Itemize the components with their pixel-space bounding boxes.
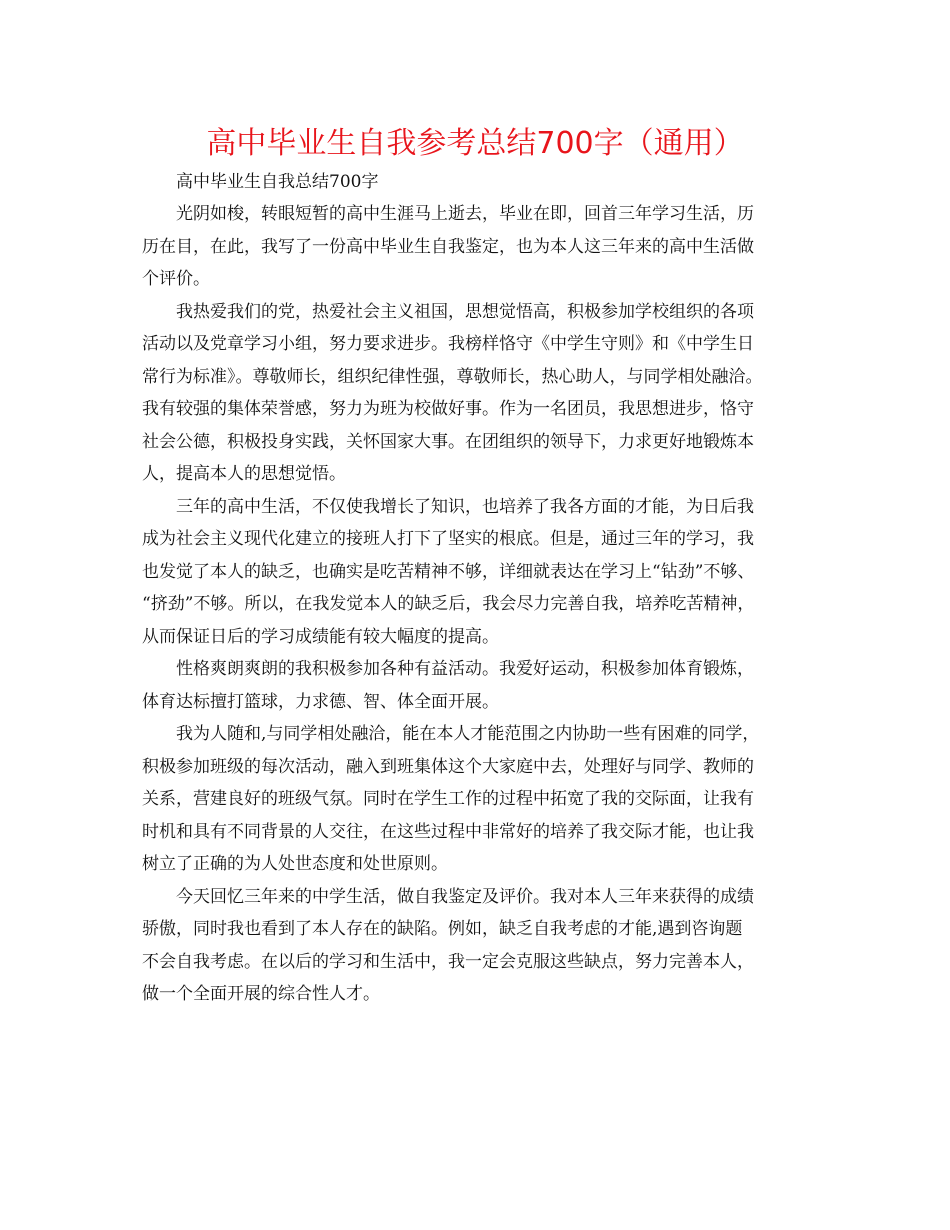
paragraph-line: 积极参加班级的每次活动，融入到班集体这个大家庭中去，处理好与同学、教师的 [142, 756, 754, 777]
paragraph-line: 性格爽朗爽朗的我积极参加各种有益活动。我爱好运动，积极参加体育锻炼， [176, 659, 754, 679]
paragraph-line: 时机和具有不同背景的人交往，在这些过程中非常好的培养了我交际才能，也让我 [142, 821, 754, 842]
paragraph-line: 关系，营建良好的班级气氛。同时在学生工作的过程中拓宽了我的交际面，让我有 [142, 789, 754, 809]
paragraph-line: 骄傲，同时我也看到了本人存在的缺陷。例如，缺乏自我考虑的才能,遇到咨询题 [142, 919, 743, 939]
paragraph-line: “挤劲”不够。所以，在我发觉本人的缺乏后，我会尽力完善自我，培养吃苦精神， [142, 594, 755, 614]
body-paragraph [142, 653, 814, 718]
paragraph-line: 我为人随和,与同学相处融洽，能在本人才能范围之内协助一些有困难的同学， [176, 724, 760, 744]
paragraph-line: 从而保证日后的学习成绩能有较大幅度的提高。 [142, 626, 499, 647]
paragraph-line: 社会公德，积极投身实践，关怀国家大事。在团组织的领导下，力求更好地锻炼本 [142, 431, 754, 452]
document-subtitle: 高中毕业生自我总结700字 [176, 172, 379, 192]
paragraph-line: 历在目，在此，我写了一份高中毕业生自我鉴定，也为本人这三年来的高中生活做 [142, 236, 754, 257]
paragraph-line: 我热爱我们的党，热爱社会主义祖国，思想觉悟高，积极参加学校组织的各项 [176, 301, 754, 322]
paragraph-line: 成为社会主义现代化建立的接班人打下了坚实的根底。但是，通过三年的学习，我 [142, 529, 754, 549]
paragraph-line: 活动以及党章学习小组，努力要求进步。我榜样恪守《中学生守则》和《中学生日 [142, 334, 754, 354]
body-paragraph [142, 198, 814, 296]
paragraph-line: 树立了正确的为人处世态度和处世原则。 [142, 854, 448, 874]
paragraph-list [142, 198, 814, 1011]
paragraph-line: 人，提高本人的思想觉悟。 [142, 464, 346, 484]
body-paragraph [142, 296, 814, 491]
paragraph-line: 个评价。 [142, 269, 210, 289]
paragraph-line: 三年的高中生活，不仅使我增长了知识，也培养了我各方面的才能，为日后我 [176, 496, 754, 517]
paragraph-line: 不会自我考虑。在以后的学习和生活中，我一定会克服这些缺点，努力完善本人， [142, 951, 754, 972]
body-paragraph [142, 491, 814, 654]
paragraph-line: 常行为标准》。尊敬师长，组织纪律性强，尊敬师长，热心助人，与同学相处融洽。 [142, 366, 763, 387]
paragraph-line: 也发觉了本人的缺乏，也确实是吃苦精神不够，详细就表达在学习上“钻劲”不够、 [142, 561, 755, 582]
paragraph-line: 我有较强的集体荣誉感，努力为班为校做好事。作为一名团员，我思想进步，恪守 [142, 399, 754, 419]
paragraph-line: 光阴如梭，转眼短暂的高中生涯马上逝去，毕业在即，回首三年学习生活，历 [176, 204, 754, 224]
paragraph-line: 今天回忆三年来的中学生活，做自我鉴定及评价。我对本人三年来获得的成绩 [176, 886, 754, 907]
paragraph-line: 体育达标擅打篮球，力求德、智、体全面开展。 [142, 691, 499, 712]
body-paragraph [142, 881, 814, 1011]
paragraph-line: 做一个全面开展的综合性人才。 [142, 984, 380, 1004]
document-title: 高中毕业生自我参考总结700字（通用） [206, 126, 744, 161]
body-paragraph [142, 718, 814, 881]
document-body [142, 166, 814, 1011]
